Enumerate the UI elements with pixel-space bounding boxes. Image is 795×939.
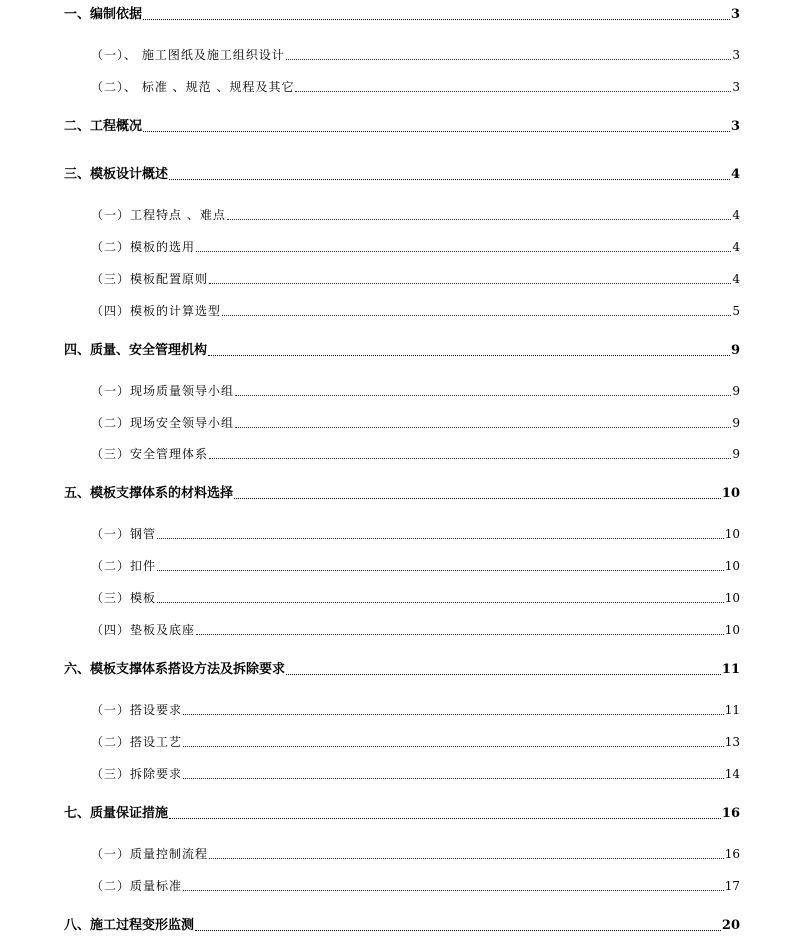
toc-entry-label: 六、模板支撑体系搭设方法及拆除要求: [64, 662, 286, 677]
toc-entry-page: 3: [730, 7, 740, 22]
toc-entry-page: 16: [721, 806, 740, 821]
toc-entry-level2[interactable]: [91, 48, 740, 62]
toc-entry-level1[interactable]: [64, 168, 740, 182]
toc-entry-level2[interactable]: [91, 384, 740, 398]
dot-leader: [183, 714, 724, 715]
toc-entry-level2[interactable]: [91, 527, 740, 541]
toc-entry-level2[interactable]: [91, 80, 740, 94]
dot-leader: [157, 538, 724, 539]
toc-entry-label: 四、质量、安全管理机构: [64, 343, 208, 358]
toc-entry-label: （一）质量控制流程: [91, 847, 209, 861]
toc-entry-page: 4: [732, 240, 740, 254]
toc-entry-label: （三）模板: [91, 591, 157, 605]
toc-entry-level2[interactable]: [91, 447, 740, 461]
dot-leader: [234, 498, 721, 499]
toc-entry-label: （一）工程特点 、难点: [91, 208, 226, 222]
toc-entry-label: （三）拆除要求: [91, 767, 183, 781]
toc-entry-level2[interactable]: [91, 416, 740, 430]
toc-entry-level2[interactable]: [91, 559, 740, 573]
toc-entry-page: 10: [721, 486, 740, 501]
dot-leader: [286, 59, 732, 60]
toc-entry-page: 17: [724, 879, 740, 893]
toc-entry-page: 16: [724, 847, 740, 861]
dot-leader: [209, 283, 731, 284]
toc-entry-page: 10: [724, 623, 740, 637]
dot-leader: [157, 570, 724, 571]
dot-leader: [295, 91, 731, 92]
toc-entry-page: 4: [732, 272, 740, 286]
toc-entry-page: 11: [721, 662, 740, 677]
dot-leader: [169, 818, 721, 819]
toc-entry-page: 20: [721, 918, 740, 933]
dot-leader: [208, 355, 730, 356]
dot-leader: [235, 395, 731, 396]
toc-entry-level1[interactable]: [64, 663, 740, 677]
dot-leader: [143, 19, 730, 20]
toc-entry-label: 七、质量保证措施: [64, 806, 169, 821]
toc-entry-level2[interactable]: [91, 847, 740, 861]
toc-entry-page: 3: [732, 48, 740, 62]
dot-leader: [195, 930, 721, 931]
dot-leader: [196, 634, 724, 635]
toc-entry-level1[interactable]: [64, 8, 740, 22]
dot-leader: [157, 602, 724, 603]
toc-entry-level2[interactable]: [91, 272, 740, 286]
toc-entry-label: （一）现场质量领导小组: [91, 384, 235, 398]
toc-entry-level2[interactable]: [91, 304, 740, 318]
dot-leader: [222, 315, 731, 316]
toc-entry-label: （二）、 标准 、规范 、规程及其它: [91, 80, 295, 94]
toc-entry-page: 10: [724, 559, 740, 573]
toc-entry-page: 3: [732, 80, 740, 94]
toc-entry-level2[interactable]: [91, 879, 740, 893]
toc-entry-level2[interactable]: [91, 591, 740, 605]
toc-entry-label: （二）现场安全领导小组: [91, 416, 235, 430]
dot-leader: [286, 674, 721, 675]
toc-entry-page: 9: [732, 447, 740, 461]
toc-entry-label: （一）钢管: [91, 527, 157, 541]
toc-entry-page: 4: [732, 208, 740, 222]
toc-entry-page: 4: [730, 167, 740, 182]
toc-entry-level2[interactable]: [91, 208, 740, 222]
toc-entry-level1[interactable]: [64, 807, 740, 821]
toc-entry-label: 二、工程概况: [64, 119, 143, 134]
toc-entry-page: 9: [732, 384, 740, 398]
dot-leader: [169, 179, 730, 180]
toc-entry-level2[interactable]: [91, 735, 740, 749]
dot-leader: [183, 778, 724, 779]
toc-entry-page: 9: [732, 416, 740, 430]
toc-entry-level1[interactable]: [64, 344, 740, 358]
dot-leader: [183, 890, 724, 891]
dot-leader: [196, 251, 731, 252]
toc-entry-label: （三）安全管理体系: [91, 447, 209, 461]
toc-entry-label: （一）搭设要求: [91, 703, 183, 717]
toc-entry-level2[interactable]: [91, 703, 740, 717]
dot-leader: [143, 131, 730, 132]
toc-entry-level2[interactable]: [91, 767, 740, 781]
toc-entry-page: 9: [730, 343, 740, 358]
toc-entry-label: （三）模板配置原则: [91, 272, 209, 286]
toc-entry-page: 14: [724, 767, 740, 781]
toc-entry-label: 一、编制依据: [64, 7, 143, 22]
toc-entry-page: 11: [724, 703, 740, 717]
dot-leader: [227, 219, 732, 220]
toc-entry-label: 三、模板设计概述: [64, 167, 169, 182]
toc-entry-label: （四）垫板及底座: [91, 623, 196, 637]
toc-entry-level1[interactable]: [64, 120, 740, 134]
toc-entry-label: 五、模板支撑体系的材料选择: [64, 486, 234, 501]
dot-leader: [235, 427, 731, 428]
toc-entry-label: （四）模板的计算选型: [91, 304, 222, 318]
toc-entry-label: （二）模板的选用: [91, 240, 196, 254]
dot-leader: [209, 858, 724, 859]
toc-entry-level2[interactable]: [91, 240, 740, 254]
toc-entry-page: 10: [724, 591, 740, 605]
toc-entry-level1[interactable]: [64, 487, 740, 501]
dot-leader: [183, 746, 724, 747]
toc-entry-level2[interactable]: [91, 623, 740, 637]
toc-entry-level1[interactable]: [64, 919, 740, 933]
toc-entry-label: （一）、 施工图纸及施工组织设计: [91, 48, 285, 62]
toc-entry-label: 八、施工过程变形监测: [64, 918, 195, 933]
toc-entry-page: 10: [724, 527, 740, 541]
toc-entry-label: （二）扣件: [91, 559, 157, 573]
dot-leader: [209, 458, 731, 459]
toc-entry-page: 5: [732, 304, 740, 318]
toc-entry-label: （二）搭设工艺: [91, 735, 183, 749]
toc-entry-page: 3: [730, 119, 740, 134]
toc-entry-page: 13: [724, 735, 740, 749]
toc-entry-label: （二）质量标准: [91, 879, 183, 893]
